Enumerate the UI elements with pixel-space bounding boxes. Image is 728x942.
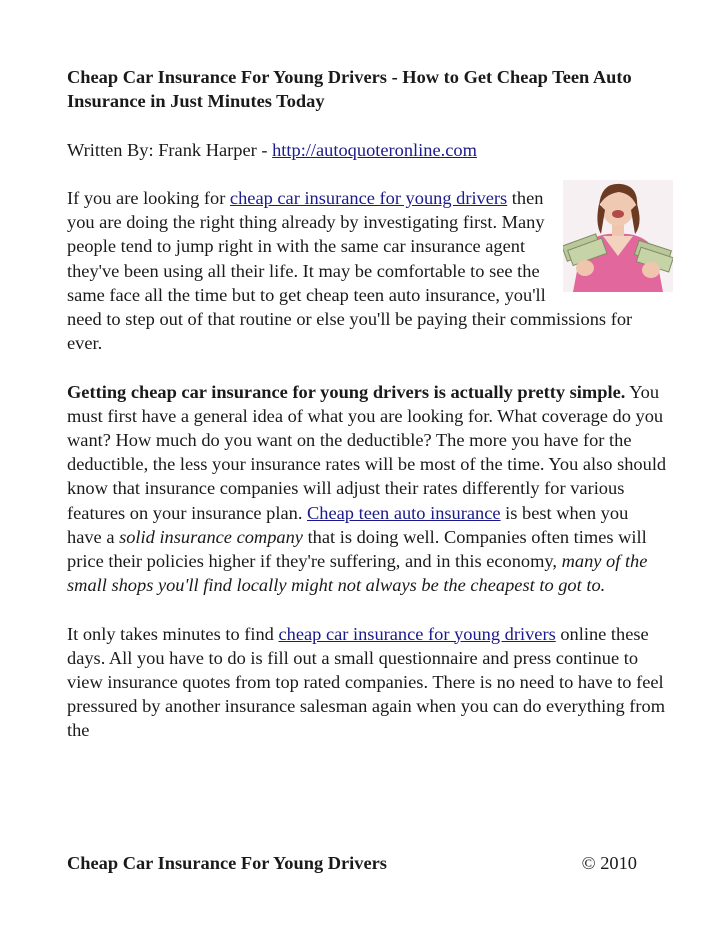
cheap-teen-auto-insurance-link[interactable]: Cheap teen auto insurance: [307, 502, 501, 523]
paragraph-minutes: It only takes minutes to find cheap car insurance for young drivers online these days. All you have to do is fill out a small questionnaire and press continue to view insurance quotes from top rated companies. There is no need to have to feel pressured by another insurance salesman again when you can do everything from the: [67, 623, 666, 741]
byline-prefix: Written By: Frank Harper -: [67, 139, 273, 160]
paragraph-intro: If you are looking for cheap car insurance for young drivers then you are doing the right thing already by investigating first. Many people tend to jump right in with the same car insurance agent they've been using all their life. It may be comfortable to see the same face all the time but to get cheap teen auto insurance, you'll need to step out of that routine or else you'll be paying their commissions for ever.: [67, 186, 667, 355]
italic-small-shops: many of the small shops you'll find locally might not always be the cheapest to got to.: [67, 551, 648, 596]
footer-copyright: © 2010: [581, 853, 637, 873]
author-website-link[interactable]: http://autoquoteronline.com: [272, 139, 477, 160]
woman-with-money-photo: [563, 180, 673, 292]
article-title: Cheap Car Insurance For Young Drivers - How to Get Cheap Teen Auto Insurance in Just Minutes Today: [67, 67, 632, 112]
page-footer: [67, 851, 637, 875]
cheap-car-insurance-link-2[interactable]: cheap car insurance for young drivers: [278, 623, 556, 644]
footer-title: Cheap Car Insurance For Young Drivers: [67, 853, 387, 873]
paragraph-getting-cheap: Getting cheap car insurance for young drivers is actually pretty simple. You must first have a general idea of what you are looking for. What coverage do you want? How much do you want on the deductible? The more you have for the deductible, the less your insurance rates will be most of the time. You also should know that insurance companies will adjust their rates differently for various features on your insurance plan. Cheap teen auto insurance is best when you have a solid insurance company that is doing well. Companies often times will price their policies higher if they're suffering, and in this economy, many of the small shops you'll find locally might not always be the cheapest to got to.: [67, 381, 667, 596]
byline: [67, 138, 667, 162]
woman-with-money-illustration: [563, 180, 673, 292]
bold-lead-sentence: Getting cheap car insurance for young drivers is actually pretty simple.: [67, 381, 626, 402]
article-body: [67, 65, 667, 767]
italic-solid-company: solid insurance company: [119, 526, 303, 547]
cheap-car-insurance-link-1[interactable]: cheap car insurance for young drivers: [229, 187, 508, 208]
